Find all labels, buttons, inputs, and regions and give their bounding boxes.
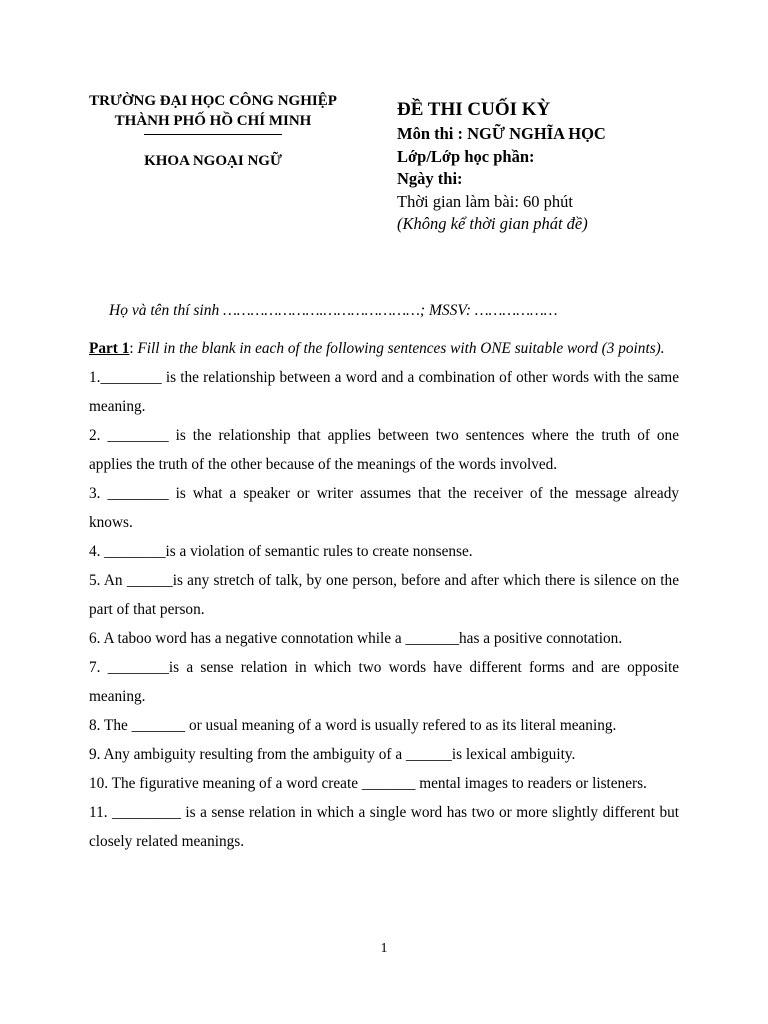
candidate-info-line: Họ và tên thí sinh ………………….…………………; MSSV: ……………… xyxy=(109,302,558,319)
question-item: 3. ________ is what a speaker or writer assumes that the receiver of the message already knows. xyxy=(89,485,679,531)
part-label: Part 1 xyxy=(89,340,130,357)
exam-info xyxy=(397,97,727,236)
question-item: 10. The figurative meaning of a word create _______ mental images to readers or listeners. xyxy=(89,775,647,792)
page-number: 1 xyxy=(380,941,388,956)
question-item: 5. An ______is any stretch of talk, by one person, before and after which there is silence on the part of that person. xyxy=(89,572,679,618)
school-name-line2: THÀNH PHỐ HỒ CHÍ MINH xyxy=(114,113,312,129)
faculty-name: KHOA NGOẠI NGỮ xyxy=(144,153,282,169)
part-instruction: Fill in the blank in each of the following sentences with ONE suitable word (3 points). xyxy=(137,340,665,357)
exam-subject: Môn thi : NGỮ NGHĨA HỌC xyxy=(397,124,606,143)
exam-title: ĐỀ THI CUỐI KỲ xyxy=(397,99,551,120)
part1-section xyxy=(89,334,679,856)
question-item: 11. _________ is a sense relation in which a single word has two or more slightly different but closely related meanings. xyxy=(89,804,679,850)
part1-heading xyxy=(89,334,679,363)
exam-duration: Thời gian làm bài: 60 phút xyxy=(397,191,573,211)
exam-note: (Không kể thời gian phát đề) xyxy=(397,214,588,233)
school-name-line1: TRƯỜNG ĐẠI HỌC CÔNG NGHIỆP xyxy=(89,93,337,109)
question-item: 7. ________is a sense relation in which two words have different forms and are opposite meaning. xyxy=(89,659,679,705)
school-header xyxy=(82,91,344,171)
exam-class: Lớp/Lớp học phần: xyxy=(397,146,535,166)
question-item: 9. Any ambiguity resulting from the ambiguity of a ______is lexical ambiguity. xyxy=(89,746,576,763)
part-label-colon: : xyxy=(129,340,138,357)
question-item: 4. ________is a violation of semantic rules to create nonsense. xyxy=(89,543,473,560)
question-item: 1.________ is the relationship between a word and a combination of other words with the same meaning. xyxy=(89,369,679,415)
question-item: 2. ________ is the relationship that applies between two sentences where the truth of one applies the truth of the other because of the meanings of the words involved. xyxy=(89,427,679,473)
exam-date: Ngày thi: xyxy=(397,169,463,188)
header-divider xyxy=(144,134,282,135)
question-item: 8. The _______ or usual meaning of a word is usually refered to as its literal meaning. xyxy=(89,717,617,734)
question-item: 6. A taboo word has a negative connotation while a _______has a positive connotation. xyxy=(89,630,623,647)
